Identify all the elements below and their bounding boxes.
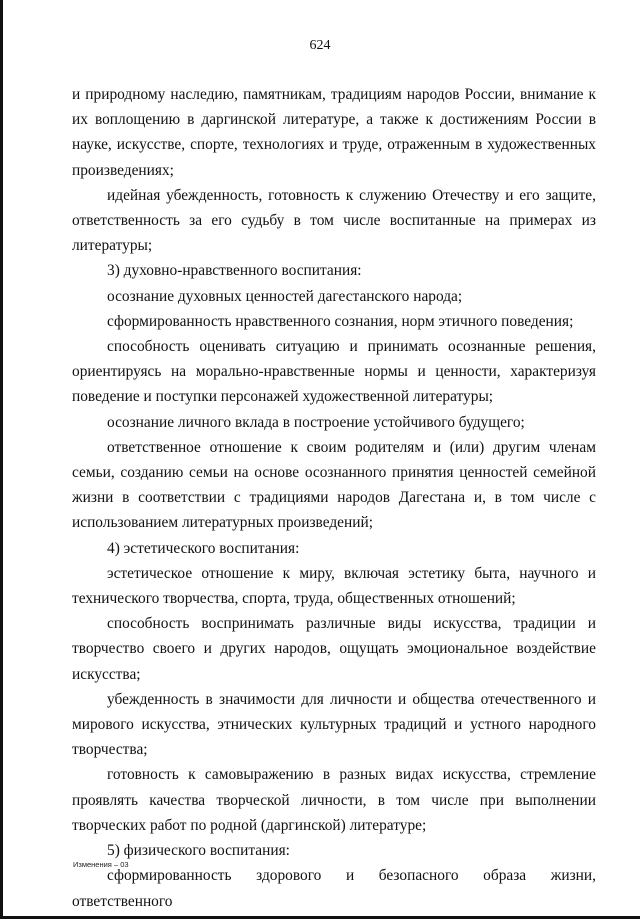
paragraph: эстетическое отношение к миру, включая эстетику быта, научного и технического творчества, спорта, труда, общественных отношений; [72,564,596,608]
section-heading: 4) эстетического воспитания: [107,539,300,557]
paragraph: убежденность в значимости для личности и общества отечественного и мирового искусства, этнических культурных традиций и устного народного творчества; [72,690,596,759]
paragraph: идейная убежденность, готовность к служению Отечеству и его защите, ответственность за его судьбу в том числе воспитанные на примерах из литературы; [72,186,596,255]
paragraph: ответственное отношение к своим родителям и (или) другим членам семьи, созданию семьи на основе осознанного принятия ценностей семейной жизни в соответствии с традициями народов Дагестана и, в том числе с использованием литературных произведений; [72,438,596,532]
section-heading: 5) физического воспитания: [107,842,290,860]
paragraph: сформированность здорового и безопасного образа жизни, ответственного [72,867,596,910]
paragraph: готовность к самовыражению в разных видах искусства, стремление проявлять качества творческой личности, в том числе при выполнении творческих работ по родной (даргинской) литературе; [72,766,596,834]
section-heading: 3) духовно-нравственного воспитания: [107,262,362,280]
body-text [72,82,596,914]
paragraph: сформированность нравственного сознания, норм этичного поведения; [107,312,574,330]
revision-footer: Изменения – 03 [73,860,129,869]
paragraph: способность оценивать ситуацию и принимать осознанные решения, ориентируясь на морально-нравственные нормы и ценности, характеризуя поведение и поступки персонажей художественной литературы; [72,338,596,406]
paragraph: осознание личного вклада в построение устойчивого будущего; [107,413,525,431]
paragraph: осознание духовных ценностей дагестанского народа; [107,287,463,305]
paragraph: и природному наследию, памятникам, традициям народов России, внимание к их воплощению в даргинской литературе, а также к достижениям России в науке, искусстве, спорте, технологиях и труде, отраженным в художественных произведениях; [72,86,596,179]
page-number: 624 [309,38,331,53]
scan-left-edge [0,0,3,919]
paragraph: способность воспринимать различные виды искусства, традиции и творчество своего и других народов, ощущать эмоциональное воздействие искусства; [72,615,596,683]
